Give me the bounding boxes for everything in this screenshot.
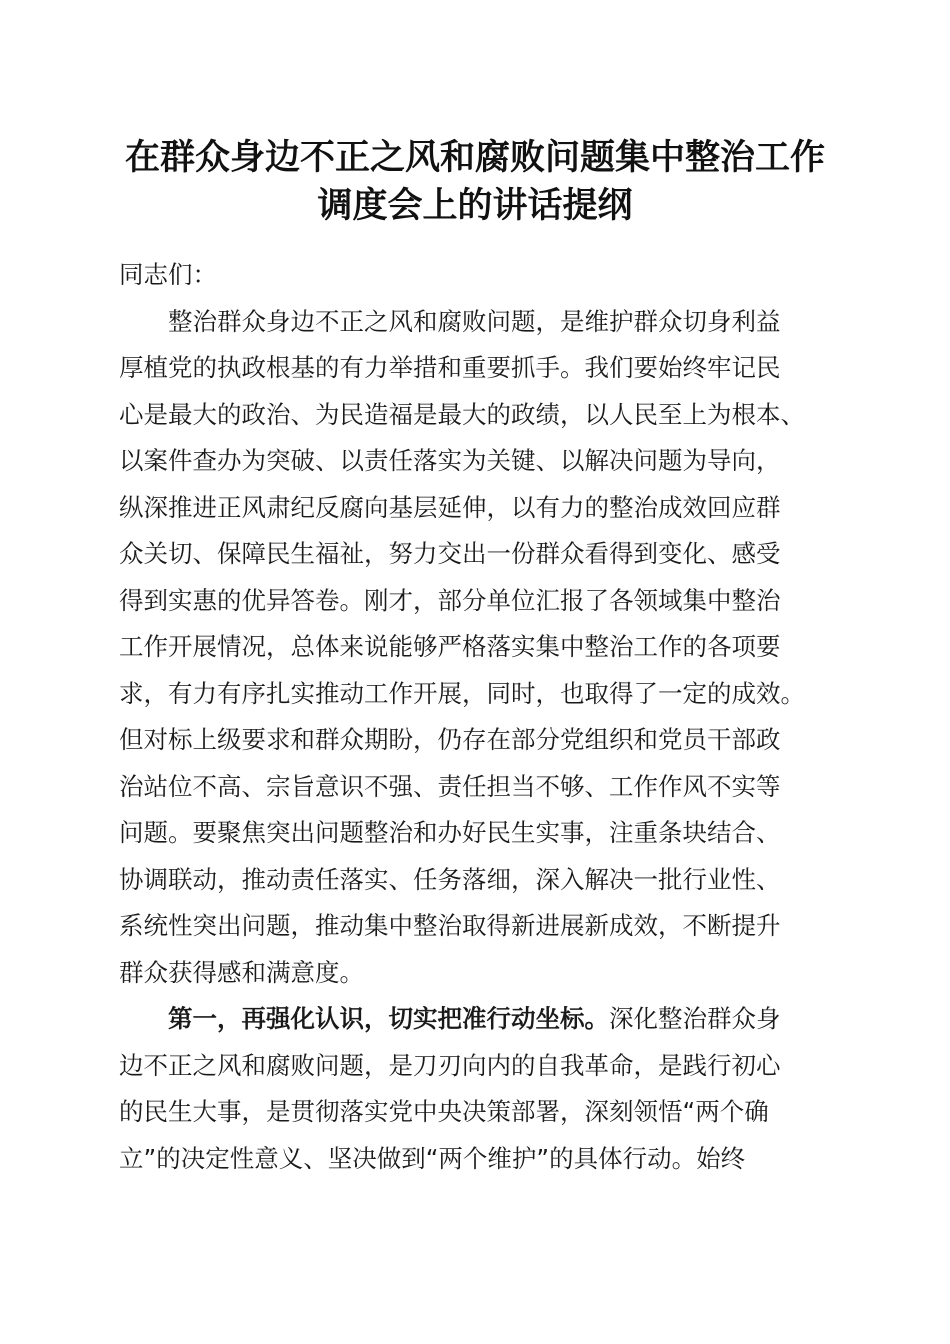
paragraph-2-line: 立”的决定性意义、坚决做到“两个维护”的具体行动。始终 <box>119 1143 746 1173</box>
paragraph-1-line: 以案件查办为突破、以责任落实为关键、以解决问题为导向， <box>119 446 781 475</box>
paragraph-1 <box>119 299 835 997</box>
paragraph-1-line: 工作开展情况，总体来说能够严格落实集中整治工作的各项要 <box>119 632 781 661</box>
paragraph-2 <box>119 996 835 1182</box>
paragraph-1-line: 求，有力有序扎实推动工作开展，同时，也取得了一定的成效。 <box>119 678 805 708</box>
paragraph-1-line: 众关切、保障民生福祉，努力交出一份群众看得到变化、感受 <box>119 539 781 568</box>
title-line-2: 调度会上的讲话提纲 <box>317 185 633 226</box>
paragraph-1-line: 纵深推进正风肃纪反腐向基层延伸，以有力的整治成效回应群 <box>119 492 781 522</box>
section-heading-1: 第一，再强化认识，切实把准行动坐标。 <box>119 1004 609 1033</box>
paragraph-1-line: 协调联动，推动责任落实、任务落细，深入解决一批行业性、 <box>119 864 781 894</box>
paragraph-1-line: 厚植党的执政根基的有力举措和重要抓手。我们要始终牢记民 <box>119 353 781 382</box>
paragraph-1-line: 但对标上级要求和群众期盼，仍存在部分党组织和党员干部政 <box>119 725 781 754</box>
title-line-1: 在群众身边不正之风和腐败问题集中整治工作 <box>124 137 825 178</box>
paragraph-2-first-line-rest: 深化整治群众身 <box>609 1004 781 1033</box>
document-title <box>100 134 850 230</box>
paragraph-2-line: 边不正之风和腐败问题，是刀刃向内的自我革命，是践行初心 <box>119 1050 781 1080</box>
paragraph-1-line: 整治群众身边不正之风和腐败问题，是维护群众切身利益 <box>119 306 781 336</box>
salutation: 同志们： <box>119 260 217 289</box>
paragraph-1-line: 群众获得感和满意度。 <box>119 957 364 987</box>
paragraph-1-line: 得到实惠的优异答卷。刚才，部分单位汇报了各领域集中整治 <box>119 585 781 615</box>
paragraph-2-first-line <box>119 996 835 1043</box>
paragraph-2-line: 的民生大事，是贯彻落实党中央决策部署，深刻领悟“两个确 <box>119 1097 769 1126</box>
paragraph-1-line: 系统性突出问题，推动集中整治取得新进展新成效，不断提升 <box>119 911 781 940</box>
paragraph-1-line: 治站位不高、宗旨意识不强、责任担当不够、工作作风不实等 <box>119 771 781 801</box>
paragraph-1-line: 心是最大的政治、为民造福是最大的政绩，以人民至上为根本、 <box>119 399 805 429</box>
paragraph-1-line: 问题。要聚焦突出问题整治和办好民生实事，注重条块结合、 <box>119 818 781 847</box>
document-body <box>119 252 835 1182</box>
